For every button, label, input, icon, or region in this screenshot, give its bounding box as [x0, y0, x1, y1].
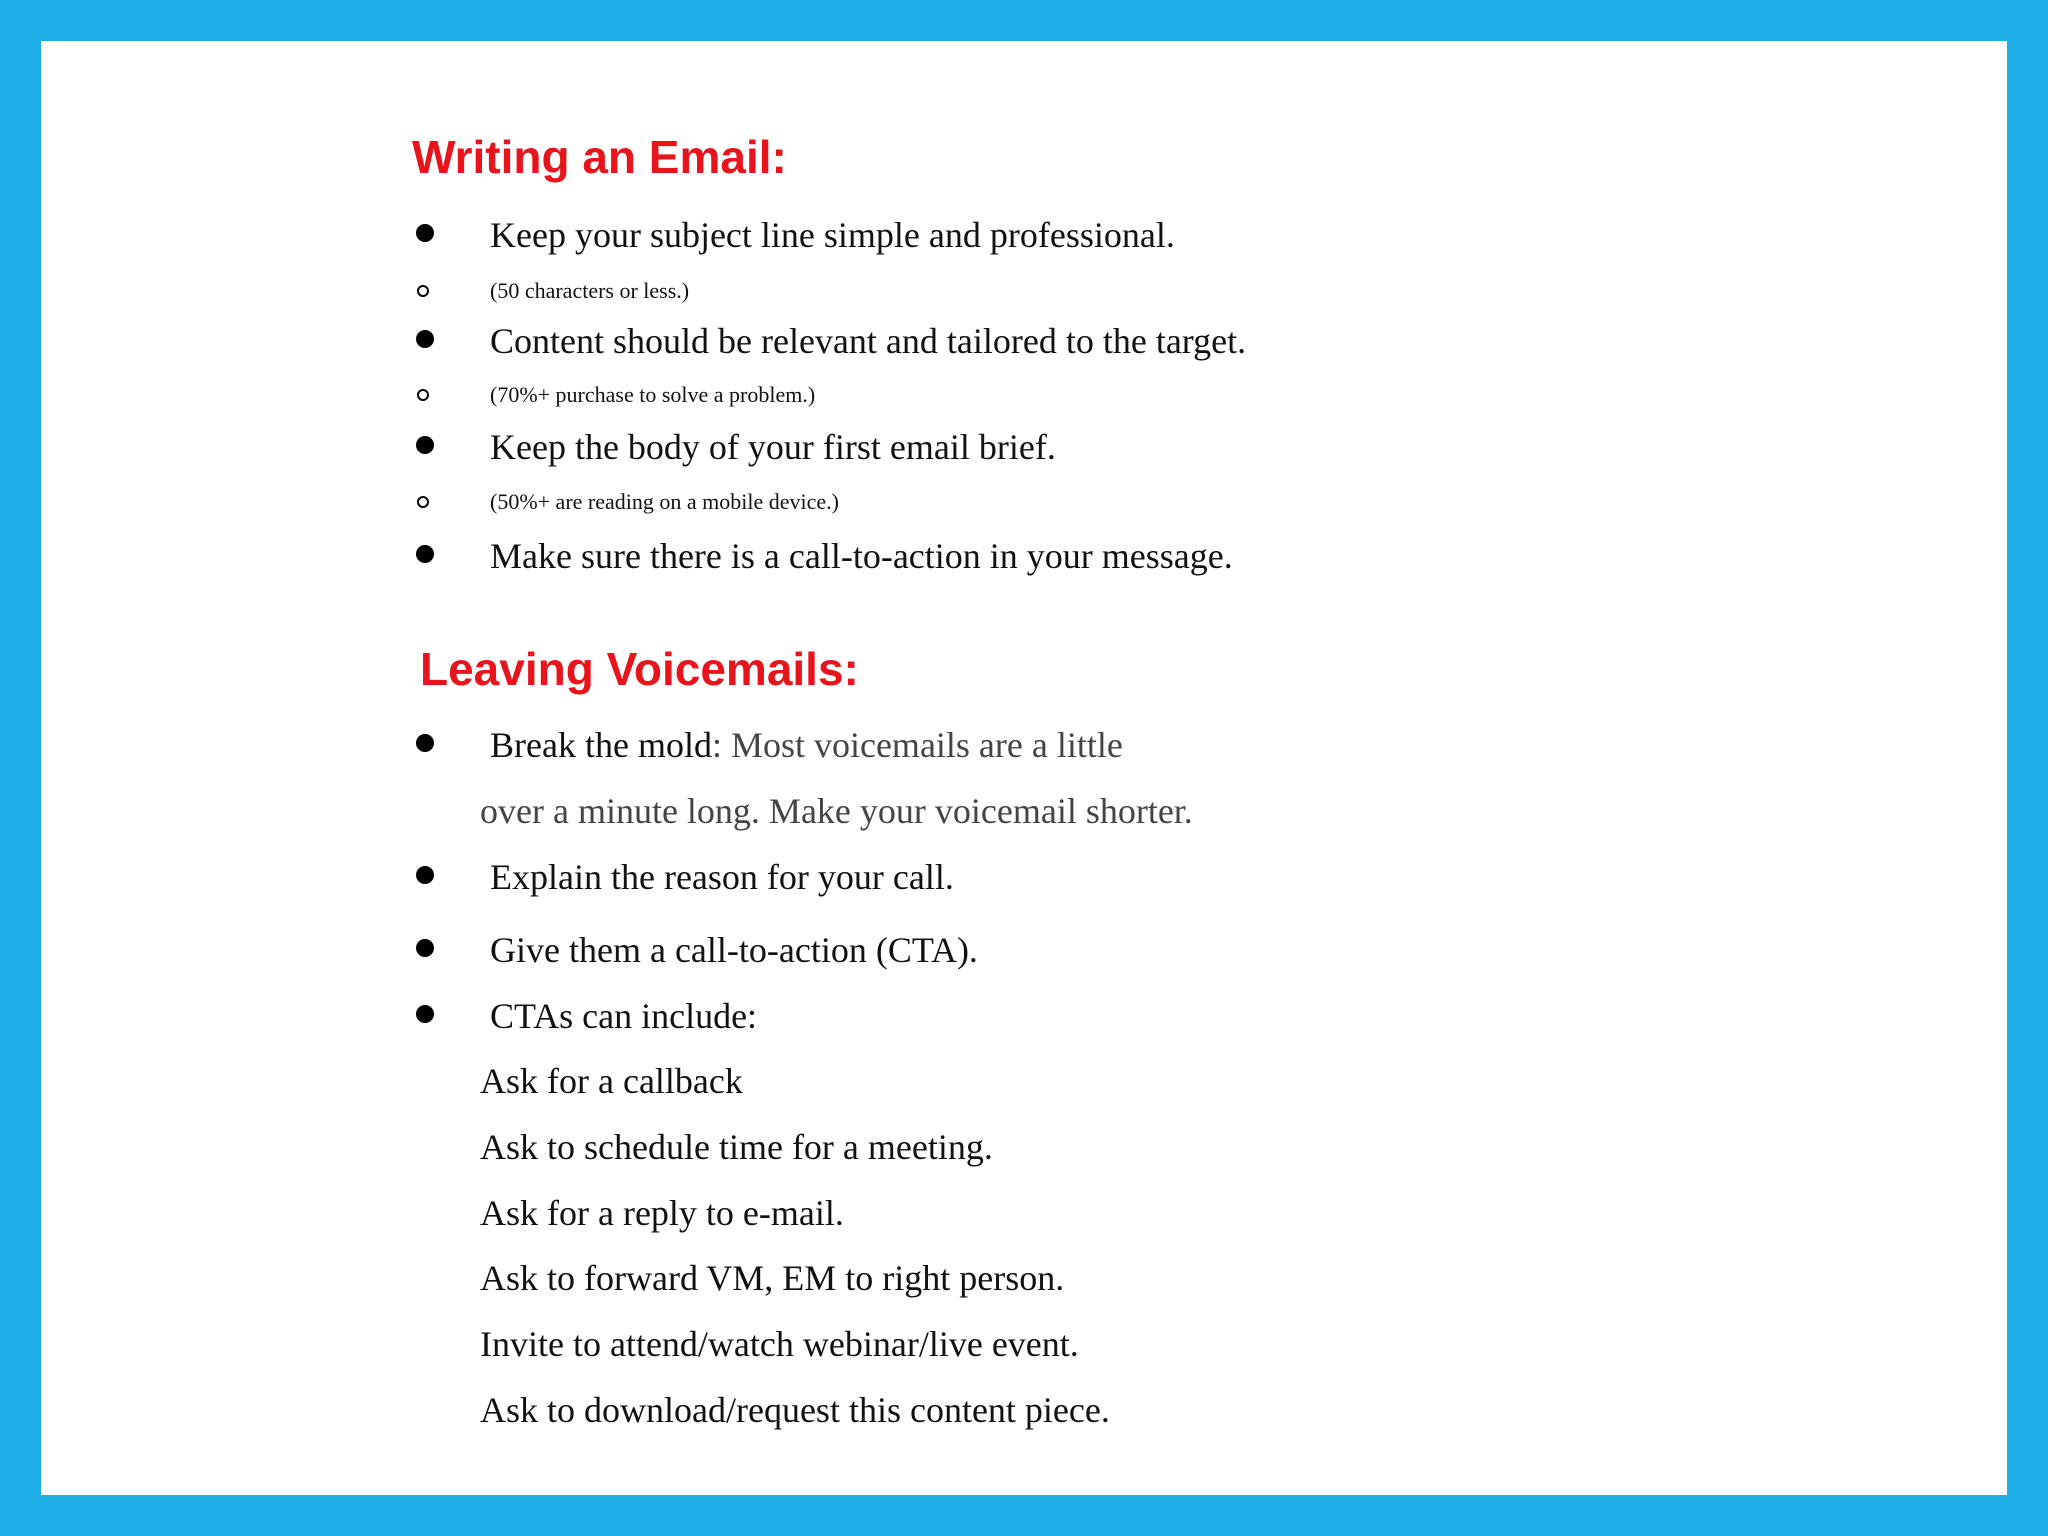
email-item-cta: Make sure there is a call-to-action in your message.: [490, 536, 1233, 576]
voicemail-item-reason: Explain the reason for your call.: [490, 857, 954, 897]
bullet-icon: [416, 545, 434, 563]
cta-example-download: Ask to download/request this content piece.: [480, 1390, 1110, 1430]
bullet-icon: [416, 1005, 434, 1023]
email-item-content: Content should be relevant and tailored to the target.: [490, 321, 1247, 361]
bullet-icon: [416, 734, 434, 752]
cta-example-webinar: Invite to attend/watch webinar/live event.: [480, 1324, 1079, 1364]
email-note-mobile: (50%+ are reading on a mobile device.): [490, 489, 839, 514]
break-mold-continuation: over a minute long. Make your voicemail shorter.: [480, 791, 1193, 831]
sub-bullet-icon: [417, 496, 429, 508]
email-item-body-brief: Keep the body of your first email brief.: [490, 427, 1056, 467]
cta-example-forward: Ask to forward VM, EM to right person.: [480, 1258, 1065, 1298]
bullet-icon: [416, 939, 434, 957]
email-item-subject-line: Keep your subject line simple and professional.: [490, 215, 1175, 255]
email-section-heading: Writing an Email:: [412, 131, 787, 183]
break-mold-label: Break the mold: [490, 725, 712, 765]
voicemail-section-heading: Leaving Voicemails:: [420, 643, 859, 695]
bullet-icon: [416, 330, 434, 348]
email-note-purchase: (70%+ purchase to solve a problem.): [490, 382, 816, 407]
bullet-icon: [416, 866, 434, 884]
email-note-characters: (50 characters or less.): [490, 278, 690, 303]
bullet-icon: [416, 224, 434, 242]
break-mold-text: : Most voicemails are a little: [711, 725, 1123, 765]
cta-example-callback: Ask for a callback: [480, 1061, 743, 1101]
sub-bullet-icon: [417, 389, 429, 401]
voicemail-item-cta: Give them a call-to-action (CTA).: [490, 930, 978, 970]
cta-example-reply: Ask for a reply to e-mail.: [480, 1193, 844, 1233]
cta-example-meeting: Ask to schedule time for a meeting.: [480, 1127, 993, 1167]
sub-bullet-icon: [417, 285, 429, 297]
bullet-icon: [416, 436, 434, 454]
voicemail-item-cta-includes: CTAs can include:: [490, 996, 758, 1036]
voicemail-item-break-mold: [490, 727, 1123, 763]
